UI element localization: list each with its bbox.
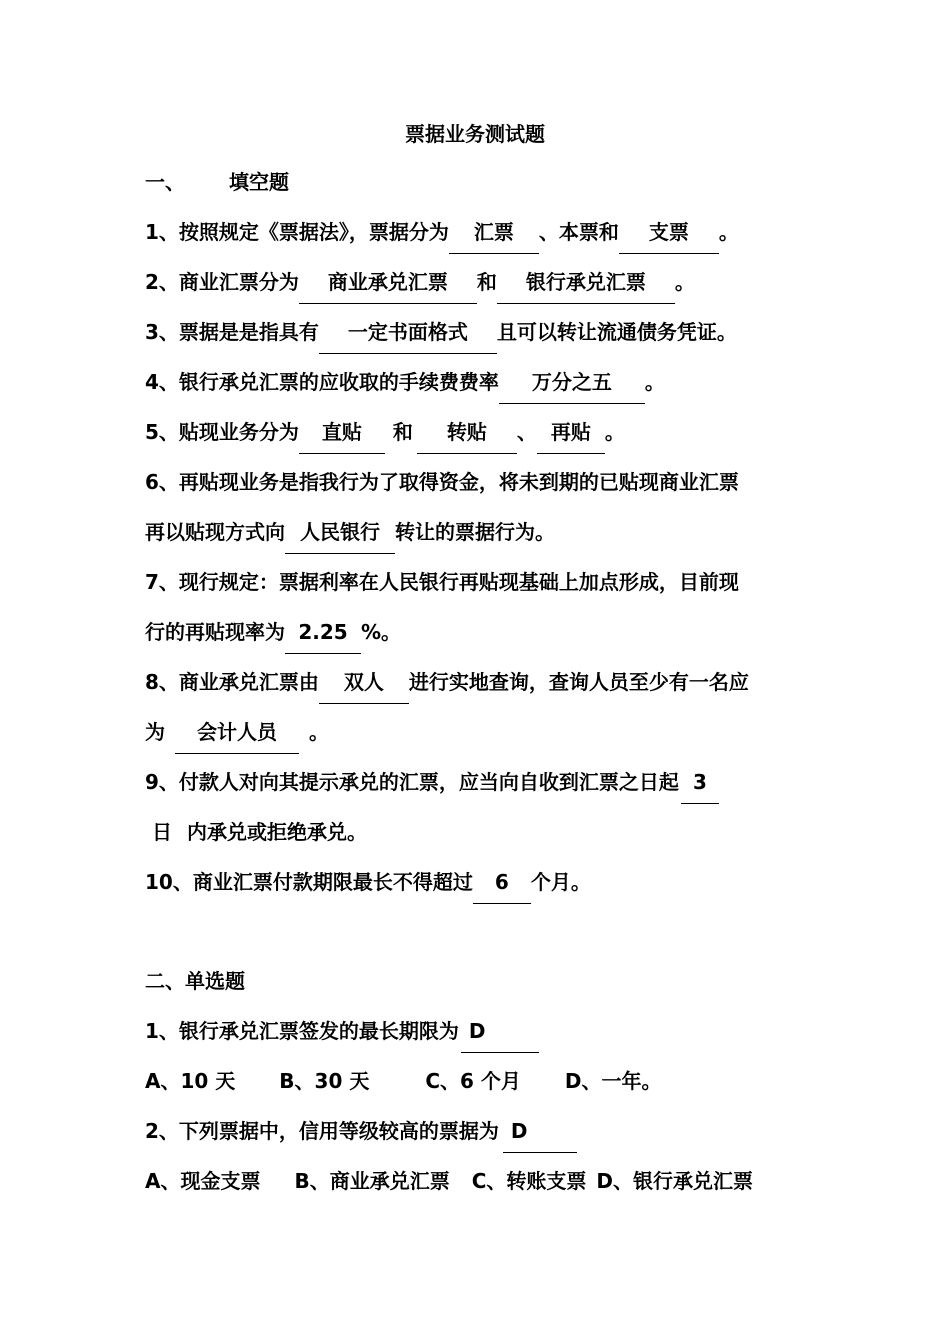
question-text: 内承兑或拒绝承兑。 (187, 820, 367, 844)
question-text: 行的再贴现率为 (145, 620, 285, 644)
question-text: 5、贴现业务分为 (145, 420, 299, 444)
option-c: C、转账支票 (471, 1169, 587, 1193)
question-9-line-1 (145, 767, 810, 804)
option-b: B、30 天 (279, 1069, 370, 1093)
answer-blank: D (461, 1016, 539, 1053)
answer-blank: 会计人员 (175, 717, 299, 754)
question-text: 。 (718, 220, 739, 244)
question-text: 和 (392, 420, 413, 444)
option-b: B、商业承兑汇票 (294, 1169, 450, 1193)
question-7-line-2 (145, 617, 810, 654)
choice-options-2 (145, 1166, 810, 1196)
question-text: 且可以转让流通债务凭证。 (496, 320, 737, 344)
answer-blank: D (503, 1116, 577, 1153)
section-heading-fill-blank (145, 167, 810, 197)
option-d: D、一年。 (564, 1069, 662, 1093)
answer-blank: 万分之五 (499, 367, 645, 404)
option-d: D、银行承兑汇票 (596, 1169, 754, 1193)
question-text: 1、按照规定《票据法》，票据分为 (145, 220, 449, 244)
section-heading-single-choice: 二、单选题 (145, 969, 245, 993)
answer-blank: 再贴 (537, 417, 605, 454)
answer-blank-continued: 日 (152, 820, 172, 844)
question-text: 3、票据是是指具有 (145, 320, 319, 344)
document-title: 票据业务测试题 (405, 122, 545, 146)
choice-options-1 (145, 1066, 810, 1096)
answer-blank: 一定书面格式 (319, 317, 497, 354)
question-9-line-2 (145, 817, 810, 853)
question-2 (145, 267, 810, 304)
answer-blank: 人民银行 (285, 517, 395, 554)
question-4 (145, 367, 810, 404)
question-text: 9、付款人对向其提示承兑的汇票，应当向自收到汇票之日起 (145, 770, 679, 794)
question-text: 。 (674, 270, 695, 294)
answer-blank: 直贴 (299, 417, 385, 454)
answer-blank: 转贴 (417, 417, 517, 454)
choice-question-2 (145, 1116, 810, 1153)
question-7-line-1: 7、现行规定：票据利率在人民银行再贴现基础上加点形成，目前现 (145, 570, 739, 594)
question-text: 个月。 (530, 870, 591, 894)
question-3 (145, 317, 810, 354)
question-text: 10、商业汇票付款期限最长不得超过 (145, 870, 473, 894)
option-a: A、10 天 (145, 1069, 236, 1093)
question-text: 4、银行承兑汇票的应收取的手续费费率 (145, 370, 499, 394)
answer-blank: 商业承兑汇票 (299, 267, 477, 304)
question-text: 、本票和 (538, 220, 619, 244)
answer-blank: 支票 (619, 217, 719, 254)
question-text: 和 (476, 270, 497, 294)
question-text: 8、商业承兑汇票由 (145, 670, 319, 694)
section-number: 一、 (145, 170, 185, 194)
question-6-line-1: 6、再贴现业务是指我行为了取得资金，将未到期的已贴现商业汇票 (145, 470, 739, 494)
question-text: 1、银行承兑汇票签发的最长期限为 (145, 1019, 459, 1043)
question-8-line-2 (145, 717, 810, 754)
question-text: 进行实地查询，查询人员至少有一名应 (408, 670, 749, 694)
answer-blank: 6 (473, 867, 531, 904)
question-text: 再以贴现方式向 (145, 520, 285, 544)
question-10 (145, 867, 810, 904)
question-text: 2、下列票据中，信用等级较高的票据为 (145, 1119, 499, 1143)
question-1 (145, 217, 810, 254)
question-text: 为 (145, 720, 165, 744)
section-title: 填空题 (229, 170, 289, 194)
choice-question-1 (145, 1016, 810, 1053)
question-text: 、 (516, 420, 537, 444)
question-text: 2、商业汇票分为 (145, 270, 299, 294)
question-text: %。 (361, 620, 402, 644)
question-text: 。 (644, 370, 665, 394)
option-a: A、现金支票 (145, 1169, 261, 1193)
question-6-line-2 (145, 517, 810, 554)
answer-blank: 2.25 (285, 617, 361, 654)
answer-blank: 银行承兑汇票 (497, 267, 675, 304)
answer-blank: 汇票 (449, 217, 539, 254)
answer-blank: 3 (681, 767, 719, 804)
option-c: C、6 个月 (425, 1069, 521, 1093)
answer-blank: 双人 (319, 667, 409, 704)
question-text: 。 (309, 720, 329, 744)
question-8-line-1 (145, 667, 810, 704)
question-text: 。 (604, 420, 625, 444)
question-5 (145, 417, 810, 454)
question-text: 转让的票据行为。 (395, 520, 555, 544)
